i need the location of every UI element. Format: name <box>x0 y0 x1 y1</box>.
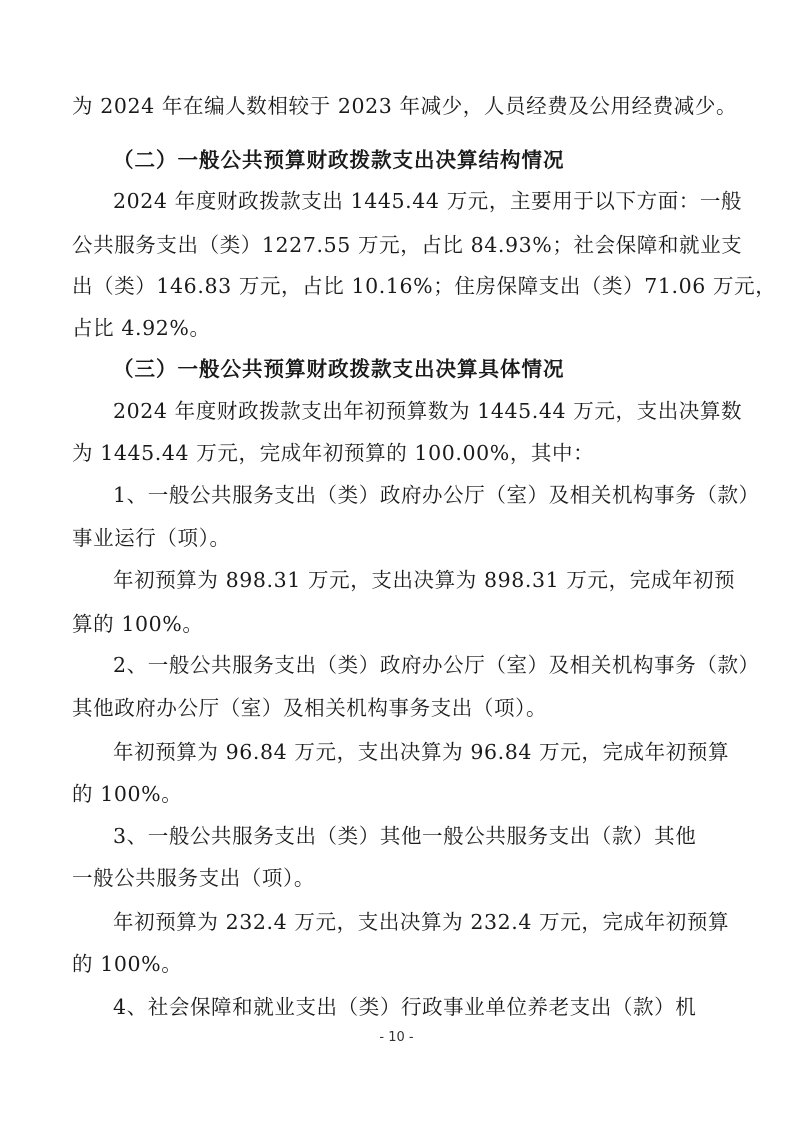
body-line: 为 2024 年在编人数相较于 2023 年减少，人员经费及公用经费减少。 <box>72 94 738 118</box>
body-line: 2024 年度财政拨款支出 1445.44 万元，主要用于以下方面：一般 <box>113 189 743 213</box>
body-line: 的 100%。 <box>72 782 183 806</box>
page-number: - 10 - <box>379 1030 414 1045</box>
section-heading: （三）一般公共预算财政拨款支出决算具体情况 <box>113 357 565 381</box>
body-line: 年初预算为 232.4 万元，支出决算为 232.4 万元，完成年初预算 <box>113 910 730 934</box>
body-line: 年初预算为 898.31 万元，支出决算为 898.31 万元，完成年初预 <box>113 568 736 592</box>
body-line: 4、社会保障和就业支出（类）行政事业单位养老支出（款）机 <box>113 995 697 1019</box>
body-line: 年初预算为 96.84 万元，支出决算为 96.84 万元，完成年初预算 <box>113 740 730 764</box>
body-line: 的 100%。 <box>72 952 183 976</box>
body-line: 其他政府办公厅（室）及相关机构事务支出（项）。 <box>72 696 548 720</box>
body-line: 出（类）146.83 万元，占比 10.16%；住房保障支出（类）71.06 万元， <box>72 274 777 298</box>
body-line: 2、一般公共服务支出（类）政府办公厅（室）及相关机构事务（款） <box>113 653 760 677</box>
body-line: 一般公共服务支出（项）。 <box>72 866 315 890</box>
body-line: 2024 年度财政拨款支出年初预算数为 1445.44 万元，支出决算数 <box>113 399 743 423</box>
body-line: 占比 4.92%。 <box>72 316 211 340</box>
body-line: 公共服务支出（类）1227.55 万元，占比 84.93%；社会保障和就业支 <box>72 233 743 257</box>
body-line: 事业运行（项）。 <box>72 526 231 550</box>
body-line: 算的 100%。 <box>72 612 204 636</box>
body-line: 1、一般公共服务支出（类）政府办公厅（室）及相关机构事务（款） <box>113 483 760 507</box>
body-line: 3、一般公共服务支出（类）其他一般公共服务支出（款）其他 <box>113 824 697 848</box>
body-line: 为 1445.44 万元，完成年初预算的 100.00%，其中： <box>72 441 595 465</box>
section-heading: （二）一般公共预算财政拨款支出决算结构情况 <box>113 148 565 172</box>
